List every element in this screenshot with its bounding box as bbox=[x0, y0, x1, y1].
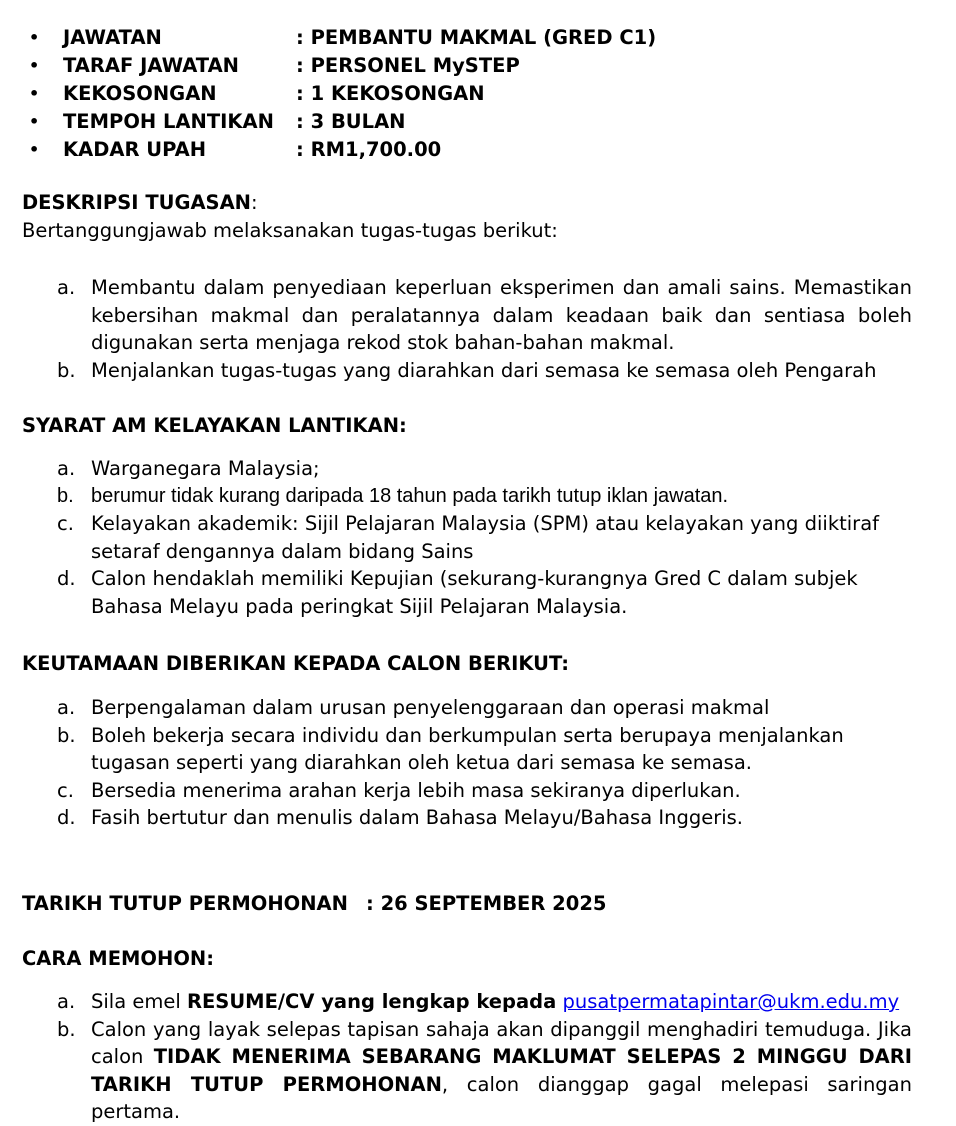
list-item bbox=[0, 1016, 956, 1126]
info-key: TARAF JAWATAN bbox=[63, 54, 239, 77]
info-value: : 3 BULAN bbox=[296, 110, 406, 133]
list-text: Bersedia menerima arahan kerja lebih masa sekiranya diperlukan. bbox=[91, 778, 741, 802]
list-text: Warganegara Malaysia; bbox=[91, 457, 320, 480]
info-value: : 1 KEKOSONGAN bbox=[296, 82, 485, 105]
list-text-bold: RESUME/CV yang lengkap kepada bbox=[186, 990, 557, 1013]
list-text: Fasih bertutur dan menulis dalam Bahasa Melayu/Bahasa Inggeris. bbox=[91, 806, 744, 829]
info-key: KEKOSONGAN bbox=[63, 82, 217, 105]
list-text: Menjalankan tugas-tugas yang diarahkan dari semasa ke semasa oleh Pengarah bbox=[91, 358, 877, 382]
list-letter: d. bbox=[57, 567, 76, 590]
section-heading-cara: CARA MEMOHON: bbox=[22, 947, 215, 970]
list-item bbox=[0, 694, 956, 722]
list-item bbox=[0, 988, 956, 1016]
list-letter: a. bbox=[57, 696, 76, 719]
section-heading-keutamaan: KEUTAMAAN DIBERIKAN KEPADA CALON BERIKUT: bbox=[22, 652, 570, 675]
info-value: : RM1,700.00 bbox=[296, 138, 442, 161]
list-letter: a. bbox=[57, 457, 76, 480]
list-item bbox=[0, 565, 956, 620]
list-letter: a. bbox=[57, 276, 76, 299]
section-heading-syarat: SYARAT AM KELAYAKAN LANTIKAN: bbox=[22, 414, 407, 437]
closing-date bbox=[22, 890, 607, 918]
list-item bbox=[0, 722, 956, 777]
info-key: KADAR UPAH bbox=[63, 138, 207, 161]
closing-date-value: : 26 SEPTEMBER 2025 bbox=[366, 892, 607, 915]
list-text-bold: TIDAK MENERIMA SEBARANG MAKLUMAT SELEPAS 2 MINGGU DARI TARIKH TUTUP PERMOHONAN bbox=[91, 1045, 913, 1096]
list-item bbox=[0, 804, 956, 832]
list-letter: d. bbox=[57, 806, 76, 829]
list-text: berumur tidak kurang daripada 18 tahun pada tarikh tutup iklan jawatan. bbox=[91, 484, 729, 507]
info-key: TEMPOH LANTIKAN bbox=[63, 110, 274, 133]
list-item bbox=[0, 777, 956, 805]
syarat-list bbox=[0, 455, 956, 620]
bullet-icon: • bbox=[29, 84, 40, 103]
list-text: Kelayakan akademik: Sijil Pelajaran Malaysia (SPM) atau kelayakan yang diiktiraf setaraf dengannya dalam bidang Sains bbox=[91, 512, 880, 563]
list-letter: c. bbox=[57, 512, 74, 535]
deskripsi-list bbox=[0, 274, 956, 384]
list-text: Membantu dalam penyediaan keperluan eksperimen dan amali sains. Memastikan kebersihan makmal dan peralatannya dalam keadaan baik dan sentiasa boleh digunakan serta menjaga rekod stok bahan-bahan makmal. bbox=[91, 276, 912, 354]
list-letter: b. bbox=[57, 484, 74, 507]
list-text: Calon yang layak selepas tapisan sahaja akan dipanggil menghadiri temuduga. Jika calon bbox=[91, 1017, 912, 1068]
deskripsi-intro: Bertanggungjawab melaksanakan tugas-tugas berikut: bbox=[22, 219, 558, 242]
bullet-icon: • bbox=[29, 140, 40, 159]
info-value: : PEMBANTU MAKMAL (GRED C1) bbox=[296, 26, 657, 49]
list-letter: b. bbox=[57, 723, 76, 747]
email-link[interactable]: pusatpermatapintar@ukm.edu.my bbox=[562, 990, 900, 1013]
list-letter: c. bbox=[57, 778, 74, 802]
list-text: , calon dianggap gagal melepasi saringan pertama. bbox=[91, 1072, 912, 1123]
heading-text: DESKRIPSI TUGASAN bbox=[22, 191, 252, 214]
bullet-icon: • bbox=[29, 112, 40, 131]
list-letter: b. bbox=[57, 358, 76, 382]
list-text: Berpengalaman dalam urusan penyelenggaraan dan operasi makmal bbox=[91, 696, 770, 719]
info-value: : PERSONEL MySTEP bbox=[296, 54, 520, 77]
list-item bbox=[0, 357, 956, 385]
list-text: Calon hendaklah memiliki Kepujian (sekurang-kurangnya Gred C dalam subjek Bahasa Melayu pada peringkat Sijil Pelajaran Malaysia. bbox=[91, 567, 858, 618]
heading-colon: : bbox=[251, 191, 258, 214]
list-item bbox=[0, 483, 956, 511]
bullet-icon: • bbox=[29, 28, 40, 47]
list-text: Sila emel bbox=[91, 990, 187, 1013]
keutamaan-list bbox=[0, 694, 956, 832]
cara-list bbox=[0, 988, 956, 1126]
list-item bbox=[0, 274, 956, 357]
list-letter: a. bbox=[57, 990, 76, 1013]
list-item bbox=[0, 510, 956, 565]
list-text: Boleh bekerja secara individu dan berkumpulan serta berupaya menjalankan tugasan seperti yang diarahkan oleh ketua dari semasa ke semasa. bbox=[91, 723, 844, 774]
list-item bbox=[0, 455, 956, 483]
list-letter: b. bbox=[57, 1017, 76, 1041]
info-key: JAWATAN bbox=[63, 26, 162, 49]
closing-date-label: TARIKH TUTUP PERMOHONAN bbox=[22, 892, 348, 915]
bullet-icon: • bbox=[29, 56, 40, 75]
section-heading-deskripsi bbox=[22, 189, 258, 217]
